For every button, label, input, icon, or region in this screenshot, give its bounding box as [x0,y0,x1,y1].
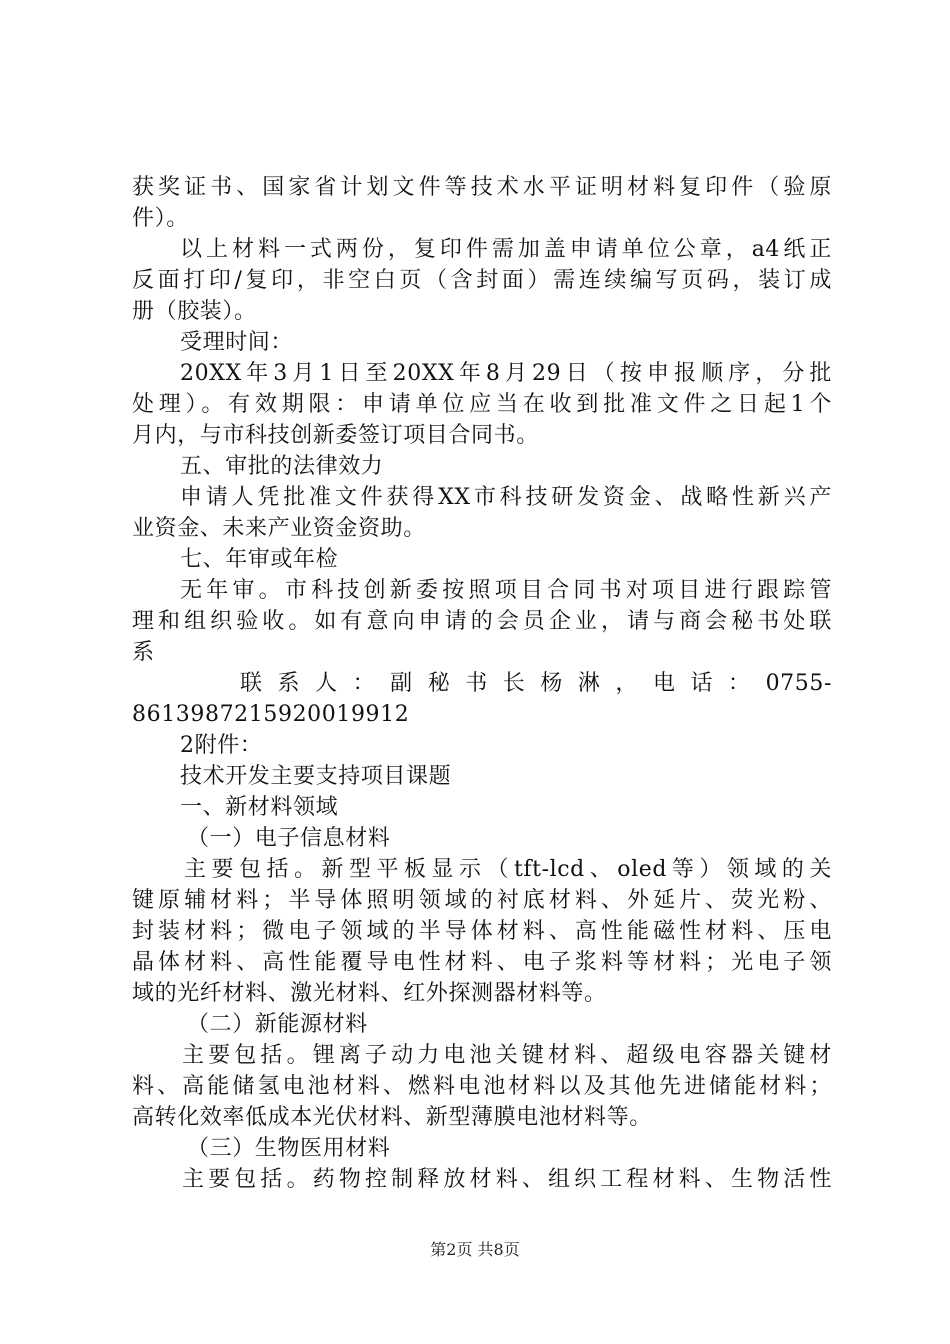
contact-line: 联系人：副秘书长杨淋，电话：0755- [240,671,832,696]
text-line: 主要包括。锂离子动力电池关键材料、超级电容器关键材 [182,1043,832,1068]
document-body [132,172,832,1195]
text-line: 无年审。市科技创新委按照项目合同书对项目进行跟踪管 [180,578,832,603]
text-line: 键原辅材料；半导体照明领域的衬底材料、外延片、荧光粉、 [132,888,832,913]
text-line: 业资金、未来产业资金资助。 [132,516,426,541]
section-heading: 五、审批的法律效力 [180,454,384,479]
subsection-heading: （一）电子信息材料 [187,826,391,851]
text-line: 主要包括。新型平板显示（tft-lcd、oled等）领域的关 [184,857,832,882]
text-line: 料、高能储氢电池材料、燃料电池材料以及其他先进储能材料； [132,1074,832,1099]
text-line: 获奖证书、国家省计划文件等技术水平证明材料复印件（验原 [132,175,832,200]
text-line: 高转化效率低成本光伏材料、新型薄膜电池材料等。 [132,1105,652,1130]
section-heading: 一、新材料领域 [180,795,339,820]
text-line: 册（胶装）。 [132,299,257,324]
text-line: 月内，与市科技创新委签订项目合同书。 [132,423,539,448]
subsection-heading: （三）生物医用材料 [187,1136,391,1161]
text-line: 域的光纤材料、激光材料、红外探测器材料等。 [132,981,607,1006]
section-heading: 七、年审或年检 [180,547,339,572]
text-line: 处理）。有效期限：申请单位应当在收到批准文件之日起1个 [132,392,832,417]
contact-phone-line: 8613987215920019912 [132,702,410,727]
text-line: 晶体材料、高性能覆导电性材料、电子浆料等材料；光电子领 [132,950,832,975]
text-line: 反面打印/复印，非空白页（含封面）需连续编写页码，装订成 [132,268,832,293]
text-line: 理和组织验收。如有意向申请的会员企业，请与商会秘书处联 [132,609,832,634]
attachment-title: 技术开发主要支持项目课题 [180,764,452,789]
text-line: 件）。 [132,206,189,231]
attachment-label: 2附件： [180,733,263,758]
page-footer: 第2页 共8页 [430,1240,520,1259]
text-line: 受理时间： [180,330,294,355]
text-line: 主要包括。药物控制释放材料、组织工程材料、生物活性 [182,1167,832,1192]
subsection-heading: （二）新能源材料 [187,1012,368,1037]
text-line: 以上材料一式两份，复印件需加盖申请单位公章，a4纸正 [180,237,832,262]
text-line: 封装材料；微电子领域的半导体材料、高性能磁性材料、压电 [132,919,832,944]
text-line: 20XX年3月1日至20XX年8月29日（按申报顺序，分批 [180,361,832,386]
text-line: 系 [132,640,155,665]
text-line: 申请人凭批准文件获得XX市科技研发资金、战略性新兴产 [180,485,832,510]
